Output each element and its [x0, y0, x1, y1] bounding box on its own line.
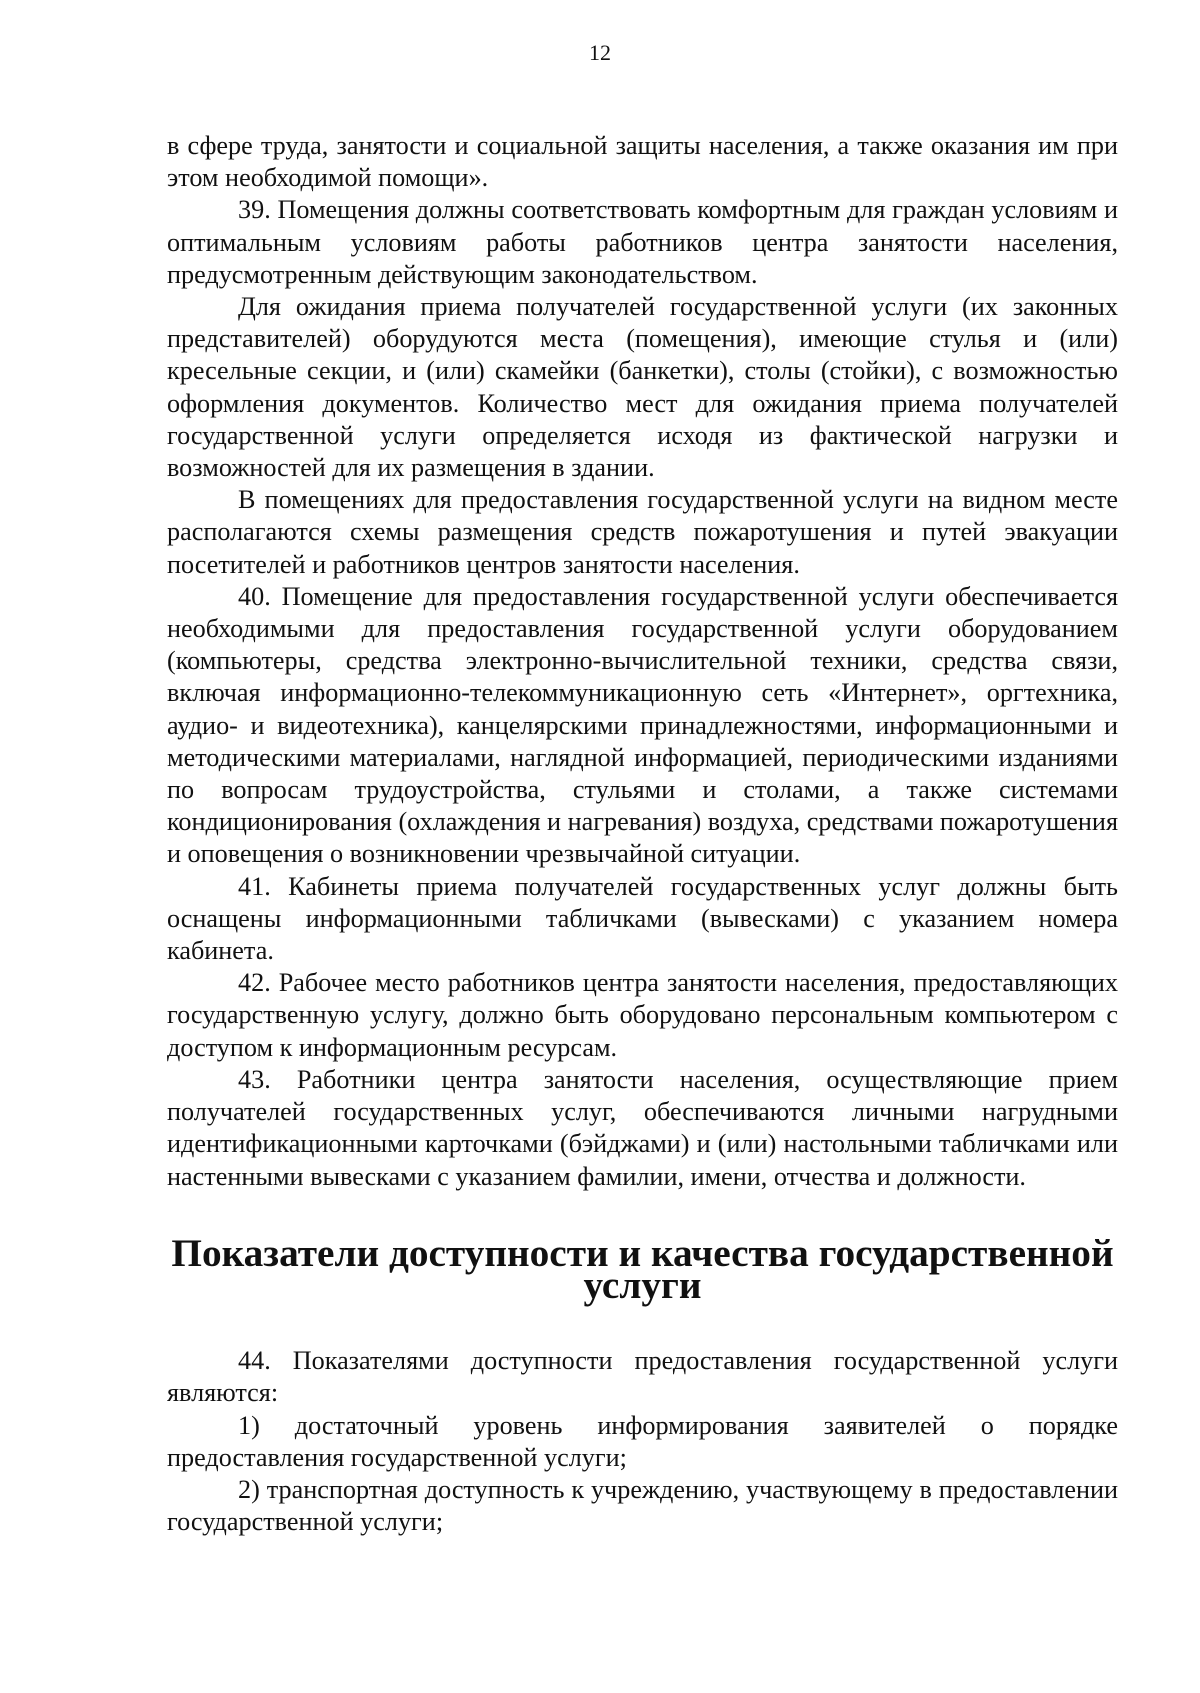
list-item-2: 2) транспортная доступность к учреждению, участвующему в предоставлении государственной услуги;: [167, 1474, 1118, 1537]
paragraph-44: 44. Показателями доступности предоставления государственной услуги являются:: [167, 1346, 1118, 1408]
paragraph-42: 42. Рабочее место работников центра занятости населения, предоставляющих государственную услугу, должно быть оборудовано персональным компьютером с доступом к информационным ресурсам.: [167, 968, 1118, 1062]
paragraph-39-evacuation-schemes: В помещениях для предоставления государственной услуги на видном месте располагаются схемы размещения средств пожаротушения и путей эвакуации посетителей и работников центров занятости населения.: [167, 485, 1118, 579]
page-number: 12: [589, 40, 611, 65]
paragraph-40: 40. Помещение для предоставления государственной услуги обеспечивается необходимыми для предоставления государственной услуги оборудованием (компьютеры, средства электронно-вычислительной техники, средства связи, включая информационно-телекоммуникационную сеть «Интернет», оргтехника, аудио- и видеотехника), канцелярскими принадлежностями, информационными и методическими материалами, наглядной информацией, периодическими изданиями по вопросам трудоустройства, стульями и столами, а также системами кондиционирования (охлаждения и нагревания) воздуха, средствами пожаротушения и оповещения о возникновении чрезвычайной ситуации.: [167, 581, 1118, 869]
section-heading: Показатели доступности и качества государственной услуги: [171, 1230, 1114, 1307]
paragraph-39: 39. Помещения должны соответствовать комфортным для граждан условиям и оптимальным условиям работы работников центра занятости населения, предусмотренным действующим законодательством.: [167, 195, 1118, 289]
paragraph-41: 41. Кабинеты приема получателей государственных услуг должны быть оснащены информационными табличками (вывесками) с указанием номера кабинета.: [167, 871, 1118, 966]
document-body: [167, 130, 1118, 1538]
paragraph-43: 43. Работники центра занятости населения, осуществляющие прием получателей государственных услуг, обеспечиваются личными нагрудными идентификационными карточками (бэйджами) и (или) настольными табличками или настенными вывесками с указанием фамилии, имени, отчества и должности.: [167, 1064, 1118, 1191]
paragraph-39-waiting-areas: Для ожидания приема получателей государственной услуги (их законных представителей) оборудуются места (помещения), имеющие стулья и (или) кресельные секции, и (или) скамейки (банкетки), столы (стойки), с возможностью оформления документов. Количество мест для ожидания приема получателей государственной услуги определяется исходя из фактической нагрузки и возможностей для их размещения в здании.: [167, 292, 1118, 483]
paragraph-38-continuation: в сфере труда, занятости и социальной защиты населения, а также оказания им при этом необходимой помощи».: [167, 131, 1118, 193]
list-item-1: 1) достаточный уровень информирования заявителей о порядке предоставления государственной услуги;: [167, 1410, 1118, 1472]
